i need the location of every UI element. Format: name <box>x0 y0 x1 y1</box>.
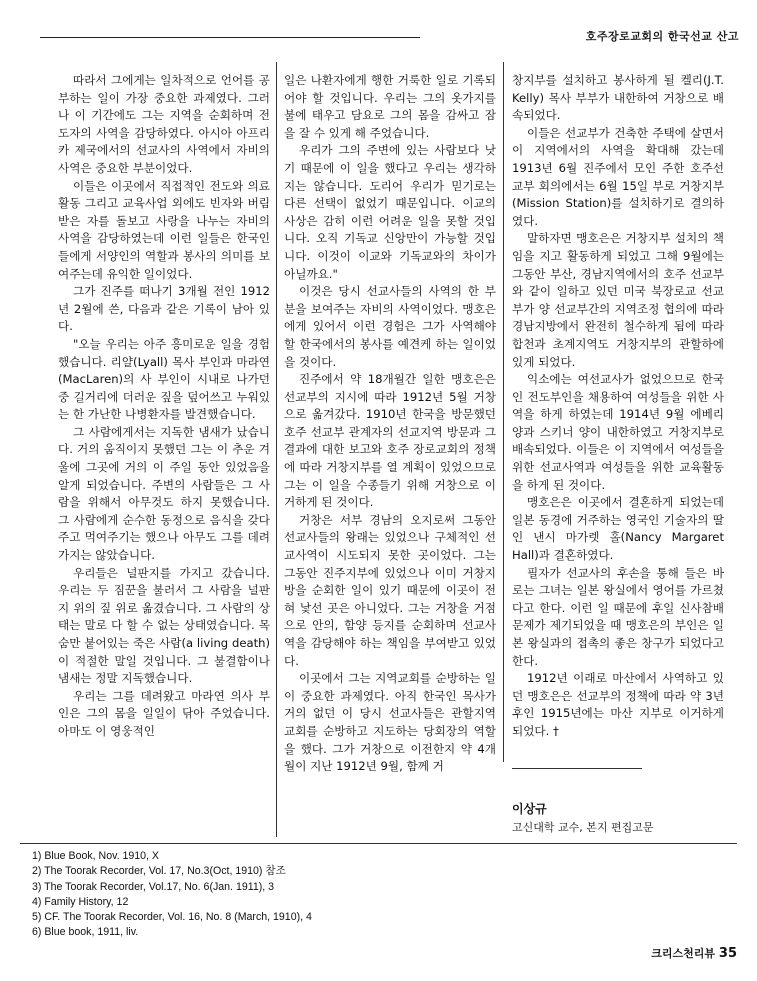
paragraph: 익소에는 여선교사가 없었으므로 한국인 전도부인을 채용하여 여성들을 위한 사역을 하게 하였는데 1914년 9월 에베리 양과 스키너 양이 내한하였고 거창지부로 배속되었다. 이들은 이 지역에서 여성들을 위한 선교사역과 여성들을 위한 교육활동을 하게 된 것이다. <box>512 372 724 492</box>
paragraph: 거창은 서부 경남의 오지로써 그동안 선교사들의 왕래는 있었으나 구체적인 선교사역이 시도되지 못한 곳이었다. 그는 그동안 진주지부에 있었으나 이미 거창지방을 순회한 일이 있기 때문에 이곳이 전혀 낯선 곳은 아니었다. 그는 거창을 거점으로 안의, 함양 등지를 순회하며 선교사역을 감당해야 하는 책임을 부여받고 있었다. <box>284 512 496 668</box>
footnotes <box>32 849 312 941</box>
paragraph: 이곳에서 그는 지역교회를 순방하는 일이 중요한 과제였다. 아직 한국인 목사가 거의 없던 이 당시 선교사들은 관할지역 교회를 순방하고 지도하는 당회장의 역할을 했다. 그가 거창으로 이전한지 약 4개월이 지난 1912년 9월, 함께 거 <box>284 671 496 774</box>
paragraph: 진주에서 약 18개월간 일한 맹호은은 선교부의 지시에 따라 1912년 5월 거창으로 옮겨갔다. 1910년 한국을 방문했던 호주 선교부 관계자의 선교지역 방문과 그 결과에 대한 보고와 호주 장로교회의 정책에 따라 거창지부를 열 계획이 있었으므로 그는 이 일을 수종들기 위해 거창으로 이거하게 된 것이다. <box>284 372 496 510</box>
paragraph: 우리가 그의 주변에 있는 사람보다 낫기 때문에 이 일을 했다고 우리는 생각하지는 않습니다. 도리어 우리가 믿기로는 다른 선택이 없었기 때문입니다. 이교의 사상은 감히 이런 어려운 일을 못할 것입니다. 오직 기독교 신앙만이 가능할 것입니다. 이것이 이교와 기독교와의 차이가 아닐까요." <box>284 143 496 281</box>
paragraph: 창지부를 설치하고 봉사하게 될 켈리(J.T. Kelly) 목사 부부가 내한하여 거창으로 배속되었다. <box>512 73 724 123</box>
magazine-name: 크리스천리뷰 <box>651 947 716 960</box>
article-column-2 <box>284 72 496 776</box>
paragraph: 우리들은 널판지를 가지고 갔습니다. 우리는 두 짐꾼을 불러서 그 사람을 널판지 위의 짚 위로 옮겼습니다. 그 사람의 상태는 말로 다 할 수 없는 상태였습니다. 목숨만 붙어있는 죽은 사람(a living death)이 적절한 말일 것입니다. 그 불결함이나 냄새는 정말 지독했습니다. <box>58 565 270 686</box>
author-title: 고신대학 교수, 본지 편집고문 <box>512 821 654 834</box>
header-rule <box>40 37 420 38</box>
page-number: 35 <box>718 946 737 961</box>
paragraph: 우리는 그를 데려왔고 마라연 의사 부인은 그의 몸을 일일이 닦아 주었습니다. 아마도 이 영웅적인 <box>58 688 270 738</box>
paragraph: 따라서 그에게는 일차적으로 언어를 공부하는 일이 가장 중요한 과제였다. 그러나 이 기간에도 그는 지역을 순회하며 전도자의 사역을 감당하였다. 아시아 아프리카 제국에서의 선교사의 사역에서 자비의 사역은 중요한 부분이었다. <box>58 73 270 175</box>
author-name: 이상규 <box>512 802 547 816</box>
paragraph: 말하자면 맹호은은 거창지부 설치의 책임을 지고 활동하게 되었고 그해 9월에는 그동안 부산, 경남지역에서의 호주 선교부와 같이 일하고 있던 미국 북장로교 선교부가 양 선교부간의 지역조정 협의에 따라 경남지방에서 완전히 철수하게 됨에 따라 합천과 초계지역도 거창지부의 관할하에 있게 되었다. <box>512 231 724 369</box>
footnote: 5) CF. The Toorak Recorder, Vol. 16, No. 8 (March, 1910), 4 <box>32 911 312 924</box>
page-footer <box>651 945 737 961</box>
paragraph: 필자가 선교사의 후손을 통해 들은 바로는 그녀는 일본 왕실에서 영어를 가르쳤다고 한다. 이런 일 때문에 후일 신사참배문제가 제기되었을 때 맹호은의 부인은 일본 왕실과의 접촉의 좋은 창구가 되었다고 한다. <box>512 565 724 668</box>
footnote: 1) Blue Book, Nov. 1910, X <box>32 850 160 862</box>
column-divider <box>276 62 277 837</box>
paragraph: 맹호은은 이곳에서 결혼하게 되었는데 일본 동경에 거주하는 영국인 기술자의 딸인 낸시 마가렛 홀(Nancy Margaret Hall)과 결혼하였다. <box>512 495 724 563</box>
author-block <box>512 800 654 835</box>
paragraph: 이들은 선교부가 건축한 주택에 살면서 이 지역에서의 사역을 확대해 갔는데 1913년 6월 진주에서 모인 주한 호주선교부 회의에서는 6월 15일 부로 거창지부(Mission Station)를 설치하기로 결의하였다. <box>512 125 724 228</box>
paragraph: 이들은 이곳에서 직접적인 전도와 의료활동 그리고 교육사업 외에도 빈자와 버림받은 자를 돌보고 사랑을 나누는 자비의 사역을 감당하였는데 이런 일들은 한국인들에게 서양인의 역할과 봉사의 의미를 보여주는데 유익한 일이었다. <box>58 178 270 281</box>
footnote: 6) Blue book, 1911, liv. <box>32 926 139 939</box>
running-header: 호주장로교회의 한국선교 산고 <box>585 30 739 43</box>
paragraph: 그 사람에게서는 지독한 냄새가 났습니다. 거의 움직이지 못했던 그는 이 추운 겨울에 그곳에 거의 이 주일 동안 있었음을 알게 되었습니다. 주변의 사람들은 그 사람을 위해서 아무것도 하지 못했습니다. 그 사람에게 순수한 동정으로 음식을 갖다주고 먹여주기는 했으나 아무도 그를 데려가지는 않았습니다. <box>58 424 270 563</box>
author-separator <box>512 768 642 769</box>
paragraph: 그가 진주를 떠나기 3개월 전인 1912년 2월에 쓴, 다음과 같은 기록이 남아 있다. <box>58 284 270 334</box>
column-divider <box>503 62 504 762</box>
footnote: 2) The Toorak Recorder, Vol. 17, No.3(Oct, 1910) 참조 <box>32 865 286 878</box>
paragraph: 이것은 당시 선교사들의 사역의 한 부분을 보여주는 자비의 사역이었다. 맹호은에게 있어서 이런 경험은 그가 사역해야 할 한국에서의 봉사를 예견케 하는 일이었을 것이다. <box>284 284 496 369</box>
footnote: 3) The Toorak Recorder, Vol.17, No. 6(Jan. 1911), 3 <box>32 880 275 893</box>
footnote-rule <box>20 843 737 844</box>
paragraph: 1912년 이래로 마산에서 사역하고 있던 맹호은은 선교부의 정책에 따라 약 3년 후인 1915년에는 마산 지부로 이거하게 되었다. † <box>512 671 724 738</box>
paragraph: "오늘 우리는 아주 흥미로운 일을 경험했습니다. 리얄(Lyall) 목사 부인과 마라연(MacLaren)의 사 부인이 시내로 나가던 중 길거리에 더러운 짚을 덮어쓰고 누워있는 한 가난한 나병환자를 발견했습니다. <box>58 336 270 422</box>
paragraph: 일은 나환자에게 행한 거룩한 일로 기록되어야 할 것입니다. 우리는 그의 옷가지를 불에 태우고 담요로 그의 몸을 감싸고 잠을 잘 수 있게 해 주었습니다. <box>284 73 496 140</box>
article-column-3 <box>512 72 724 741</box>
footnote: 4) Family History, 12 <box>32 895 129 908</box>
article-column-1 <box>58 72 270 741</box>
